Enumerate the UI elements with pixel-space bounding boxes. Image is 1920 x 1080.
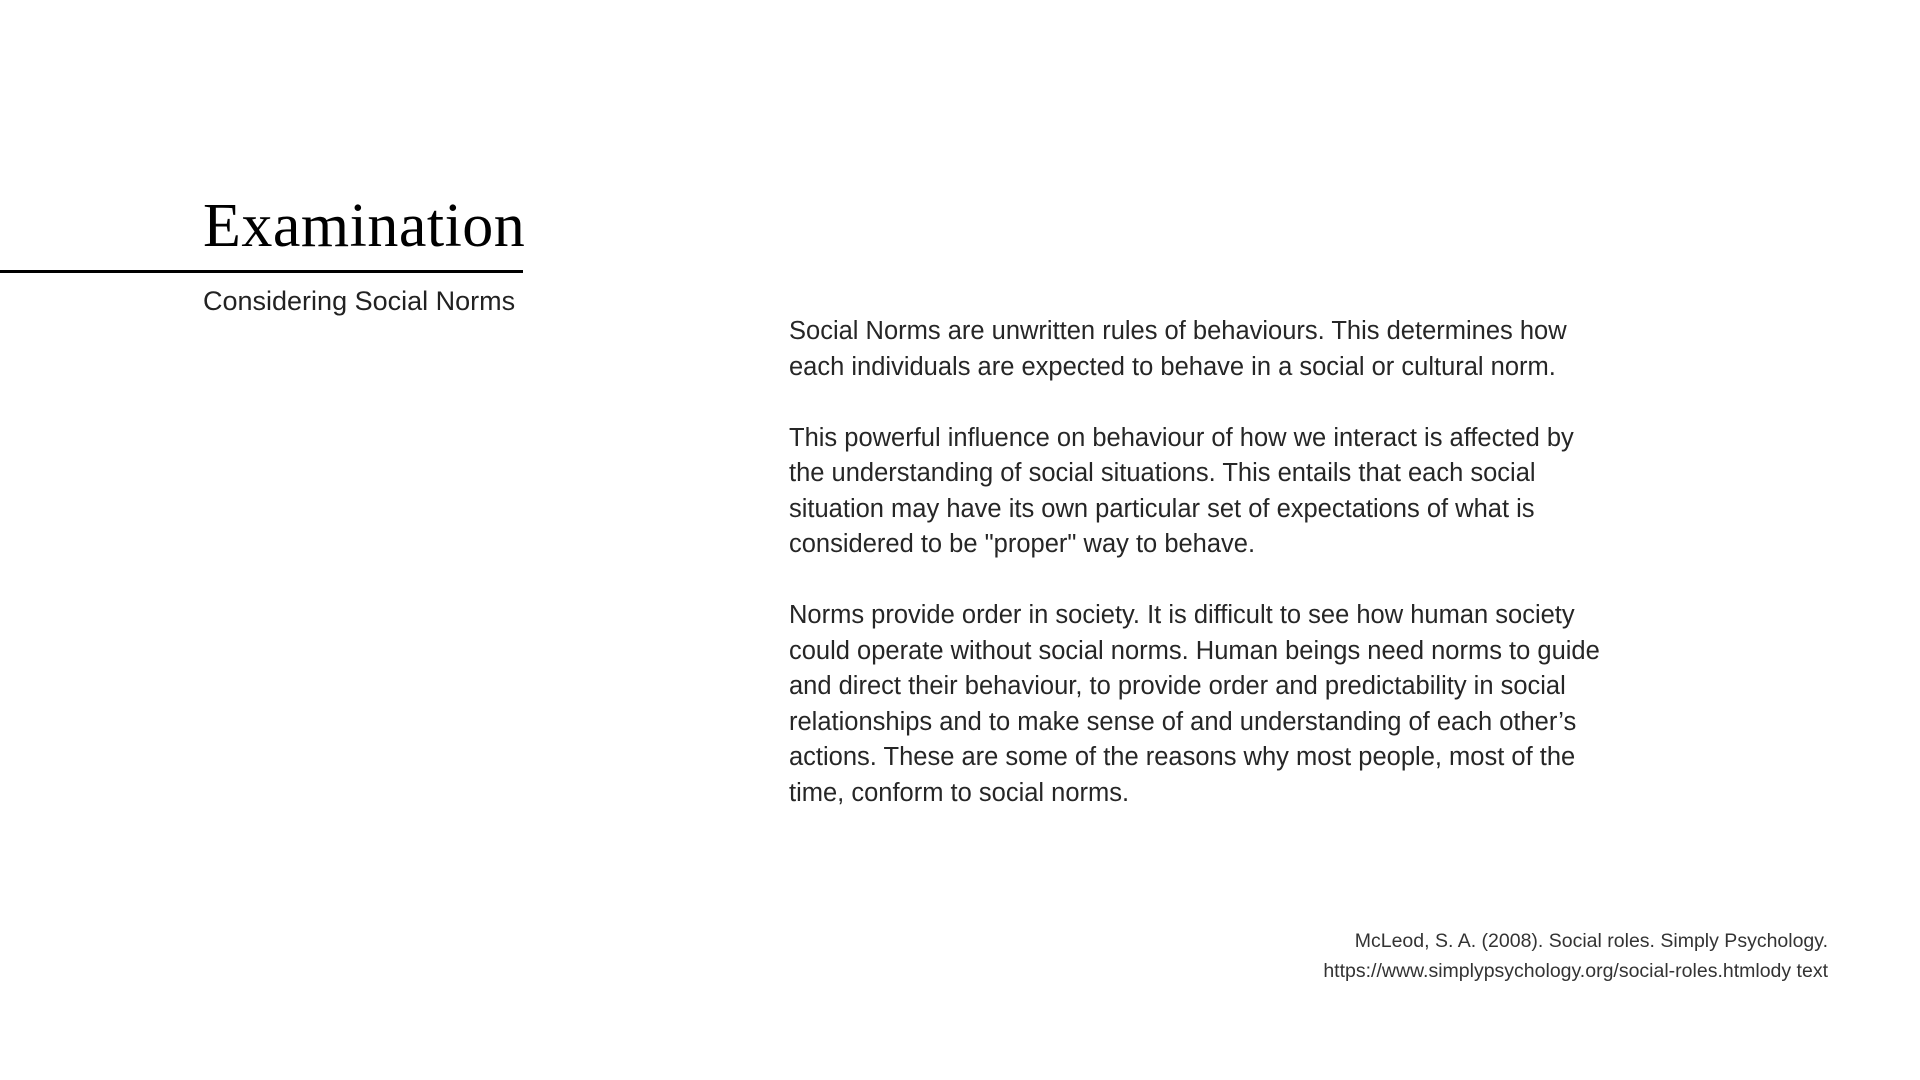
paragraph-2: This powerful influence on behaviour of how we interact is affected by the understanding of social situations. This entails that each social situation may have its own particular set of expectations of what is considered to be "proper" way to behave. [789,423,1574,558]
paragraph-1: Social Norms are unwritten rules of behaviours. This determines how each individuals are expected to behave in a social or cultural norm. [789,317,1567,381]
title-underline [0,270,523,273]
slide-subtitle: Considering Social Norms [203,286,516,316]
body-text [789,314,1609,847]
reference-citation [1323,926,1828,986]
paragraph-3: Norms provide order in society. It is difficult to see how human society could operate without social norms. Human beings need norms to guide and direct their behaviour, to provide order and predictability in social relationships and to make sense of and understanding of each other’s actions. These are some of the reasons why most people, most of the time, conform to social norms. [789,601,1600,807]
reference-line-2: https://www.simplypsychology.org/social-roles.htmlody text [1323,960,1828,982]
reference-line-1: McLeod, S. A. (2008). Social roles. Simply Psychology. [1354,930,1828,952]
slide-title: Examination [203,192,526,260]
